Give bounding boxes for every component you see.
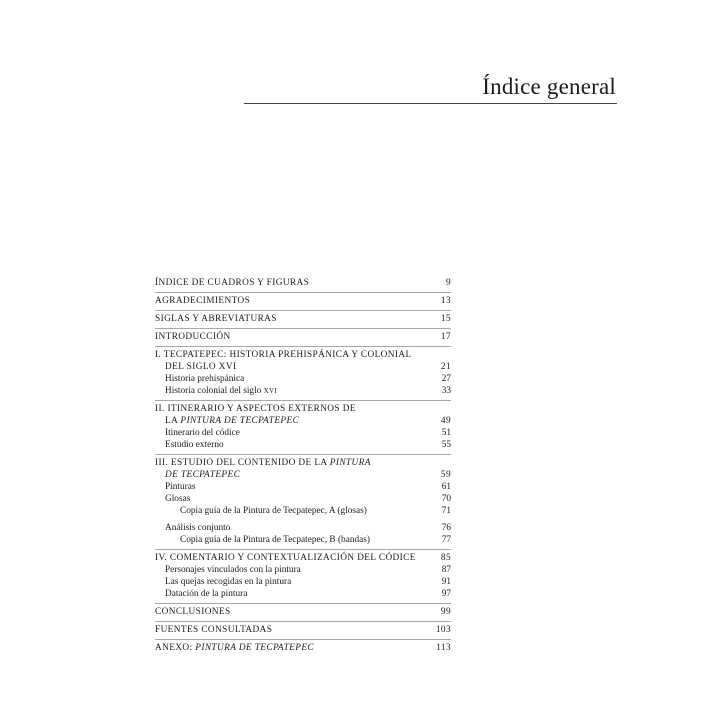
toc-page-number: 71	[441, 506, 451, 516]
divider	[155, 454, 451, 455]
title-rule	[244, 103, 617, 104]
divider	[155, 549, 451, 550]
toc-entry-introduccion	[155, 331, 451, 343]
table-of-contents	[155, 277, 451, 654]
toc-subentry-label: Datación de la pintura	[165, 589, 248, 599]
toc-chapter-title-line: DE TECPATEPEC	[165, 470, 241, 480]
toc-subentry	[155, 588, 451, 600]
toc-page-number: 61	[441, 482, 451, 492]
toc-page-number: 27	[441, 374, 451, 384]
divider	[155, 328, 451, 329]
toc-page-number: 99	[440, 607, 451, 617]
toc-subentry-label: Copia guía de la Pintura de Tecpatepec, A (glosas)	[180, 506, 367, 516]
toc-page-number: 51	[441, 428, 451, 438]
toc-subentry-label: Glosas	[165, 494, 191, 504]
divider	[155, 292, 451, 293]
toc-page-number: 113	[436, 643, 451, 653]
divider	[155, 346, 451, 347]
toc-entry-anexo	[155, 642, 451, 654]
toc-subsubentry	[155, 534, 451, 546]
toc-entry-label: AGRADECIMIENTOS	[155, 296, 251, 306]
toc-page-number: 33	[441, 386, 451, 396]
toc-page-number: 15	[440, 314, 451, 324]
toc-subentry-label: Análisis conjunto	[165, 523, 231, 533]
toc-subentry	[155, 385, 451, 397]
toc-subentry-label: Personajes vinculados con la pintura	[165, 565, 301, 575]
toc-page-number: 103	[435, 625, 451, 635]
toc-chapter-title-line: LA PINTURA DE TECPATEPEC	[165, 416, 300, 426]
divider	[155, 310, 451, 311]
toc-subentry-label: Historia colonial del siglo XVI	[165, 386, 277, 396]
toc-subentry	[155, 439, 451, 451]
toc-page-number: 9	[445, 278, 451, 288]
toc-subentry-label: Itinerario del códice	[165, 428, 240, 438]
toc-entry-siglas	[155, 313, 451, 325]
toc-subentry-label: Copia guía de la Pintura de Tecpatepec, B (bandas)	[180, 535, 370, 545]
toc-chapter-title-line: II. ITINERARIO Y ASPECTOS EXTERNOS DE	[155, 404, 356, 414]
toc-entry-agradecimientos	[155, 295, 451, 307]
toc-entry-label: ÍNDICE DE CUADROS Y FIGURAS	[155, 278, 310, 288]
toc-chapter-3	[155, 457, 451, 469]
toc-page-number: 49	[440, 416, 451, 426]
divider	[155, 400, 451, 401]
toc-page-number: 13	[440, 296, 451, 306]
toc-page-number: 17	[440, 332, 451, 342]
toc-entry-label: INTRODUCCIÓN	[155, 332, 231, 342]
toc-entry-label: CONCLUSIONES	[155, 607, 231, 617]
toc-entry-label: ANEXO: PINTURA DE TECPATEPEC	[155, 643, 315, 653]
toc-chapter-1	[155, 349, 451, 361]
toc-subentry-label: Pinturas	[165, 482, 196, 492]
toc-page-number: 70	[441, 494, 451, 504]
toc-chapter-title-line: IV. COMENTARIO Y CONTEXTUALIZACIÓN DEL CÓDICE	[155, 553, 416, 563]
toc-subentry	[155, 576, 451, 588]
toc-page-number: 91	[441, 577, 451, 587]
toc-subentry-label: Las quejas recogidas en la pintura	[165, 577, 292, 587]
divider	[155, 621, 451, 622]
small-caps-century: XVI	[263, 387, 277, 395]
toc-chapter-1-cont	[155, 361, 451, 373]
toc-chapter-4	[155, 552, 451, 564]
toc-chapter-2-cont	[155, 415, 451, 427]
toc-entry-fuentes	[155, 624, 451, 636]
toc-chapter-title-line: III. ESTUDIO DEL CONTENIDO DE LA PINTURA	[155, 458, 371, 468]
toc-page-number: 55	[441, 440, 451, 450]
toc-page-number: 59	[440, 470, 451, 480]
toc-subentry-label: Historia prehispánica	[165, 374, 245, 384]
toc-page-number: 87	[441, 565, 451, 575]
divider	[155, 603, 451, 604]
toc-subentry	[155, 522, 451, 534]
toc-entry-conclusiones	[155, 606, 451, 618]
divider	[155, 639, 451, 640]
toc-subsubentry	[155, 505, 451, 517]
toc-page-number: 21	[440, 362, 451, 372]
toc-chapter-3-cont	[155, 469, 451, 481]
toc-page-number: 77	[441, 535, 451, 545]
toc-page-number: 97	[441, 589, 451, 599]
toc-entry-indice-cuadros	[155, 277, 451, 289]
toc-entry-label: SIGLAS Y ABREVIATURAS	[155, 314, 277, 324]
toc-subentry	[155, 427, 451, 439]
page-title: Índice general	[482, 74, 616, 99]
toc-subentry	[155, 493, 451, 505]
toc-subentry-label: Estudio externo	[165, 440, 224, 450]
toc-chapter-2	[155, 403, 451, 415]
toc-subentry	[155, 481, 451, 493]
toc-subentry	[155, 373, 451, 385]
toc-chapter-title-line: DEL SIGLO XVI	[165, 362, 237, 372]
toc-page-number: 76	[441, 523, 451, 533]
toc-subentry	[155, 564, 451, 576]
toc-chapter-title-line: I. TECPATEPEC: HISTORIA PREHISPÁNICA Y COLONIAL	[155, 350, 412, 360]
toc-page-number: 85	[440, 553, 451, 563]
toc-entry-label: FUENTES CONSULTADAS	[155, 625, 273, 635]
